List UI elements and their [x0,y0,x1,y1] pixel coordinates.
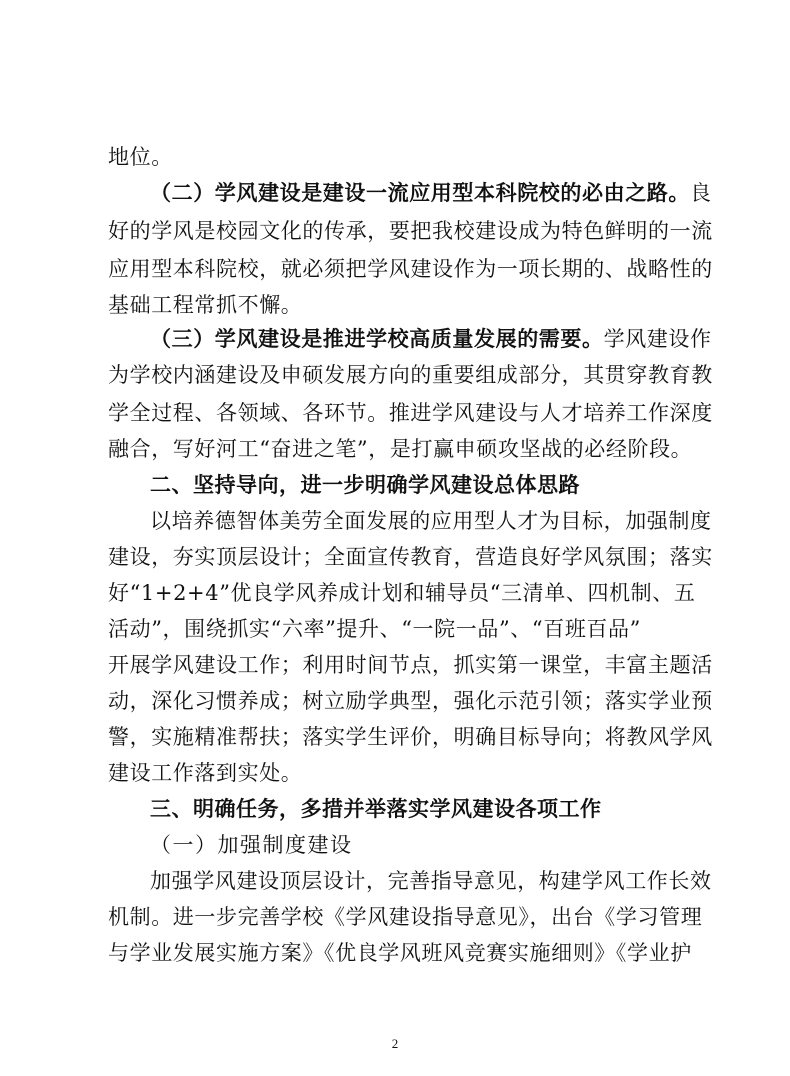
paragraph-line-tail: 良 [690,181,712,205]
paragraph-line-tail: 学风建设作 [603,327,712,351]
page-number: 2 [391,1036,399,1051]
section-heading-2: 二、坚持导向，进一步明确学风建设总体思路 [150,473,580,497]
paragraph-line: 学全过程、各领域、各环节。推进学风建设与人才培养工作深度 [108,401,713,425]
paragraph-line: 加强学风建设顶层设计，完善指导意见，构建学风工作长效 [150,869,712,893]
paragraph-line: 开展学风建设工作；利用时间节点，抓实第一课堂，丰富主题活 [108,653,713,677]
paragraph-line: 好“1+2+4”优良学风养成计划和辅导员“三清单、四机制、五 [108,581,696,605]
section-heading-3: 三、明确任务，多措并举落实学风建设各项工作 [150,797,602,821]
paragraph-line: 应用型本科院校，就必须把学风建设作为一项长期的、战略性的 [108,257,713,281]
paragraph-line: 建设，夯实顶层设计；全面宣传教育，营造良好学风氛围；落实 [108,545,713,569]
paragraph-line: 建设工作落到实处。 [108,761,303,785]
paragraph-line: 为学校内涵建设及申硕发展方向的重要组成部分，其贯穿教育教 [108,363,713,387]
paragraph-line: 动，深化习惯养成；树立励学典型，强化示范引领；落实学业预 [108,689,713,713]
paragraph-line: 与学业发展实施方案》《优良学风班风竞赛实施细则》《学业护 [108,941,692,965]
paragraph-line: 好的学风是校园文化的传承，要把我校建设成为特色鲜明的一流 [108,219,713,243]
paragraph-line: 机制。进一步完善学校《学风建设指导意见》，出台《学习管理 [108,905,703,929]
paragraph-line: 融合，写好河工“奋进之笔”，是打赢申硕攻坚战的必经阶段。 [108,437,693,461]
paragraph-line: 地位。 [108,145,173,169]
paragraph-line: 基础工程常抓不懈。 [108,293,303,317]
paragraph-line: 以培养德智体美劳全面发展的应用型人才为目标，加强制度 [150,509,712,533]
paragraph-line: 活动”，围绕抓实“六率”提升、“一院一品”、“百班百品” [108,617,641,641]
paragraph-line [150,324,712,354]
subsection-heading: （一）加强制度建设 [150,833,353,857]
paragraph-lead-bold: （三）学风建设是推进学校高质量发展的需要。 [150,326,604,351]
paragraph-line: 警，实施精准帮扶；落实学生评价，明确目标导向；将教风学风 [108,725,713,749]
paragraph-line [150,178,712,208]
paragraph-lead-bold: （二）学风建设是建设一流应用型本科院校的必由之路。 [150,180,690,205]
